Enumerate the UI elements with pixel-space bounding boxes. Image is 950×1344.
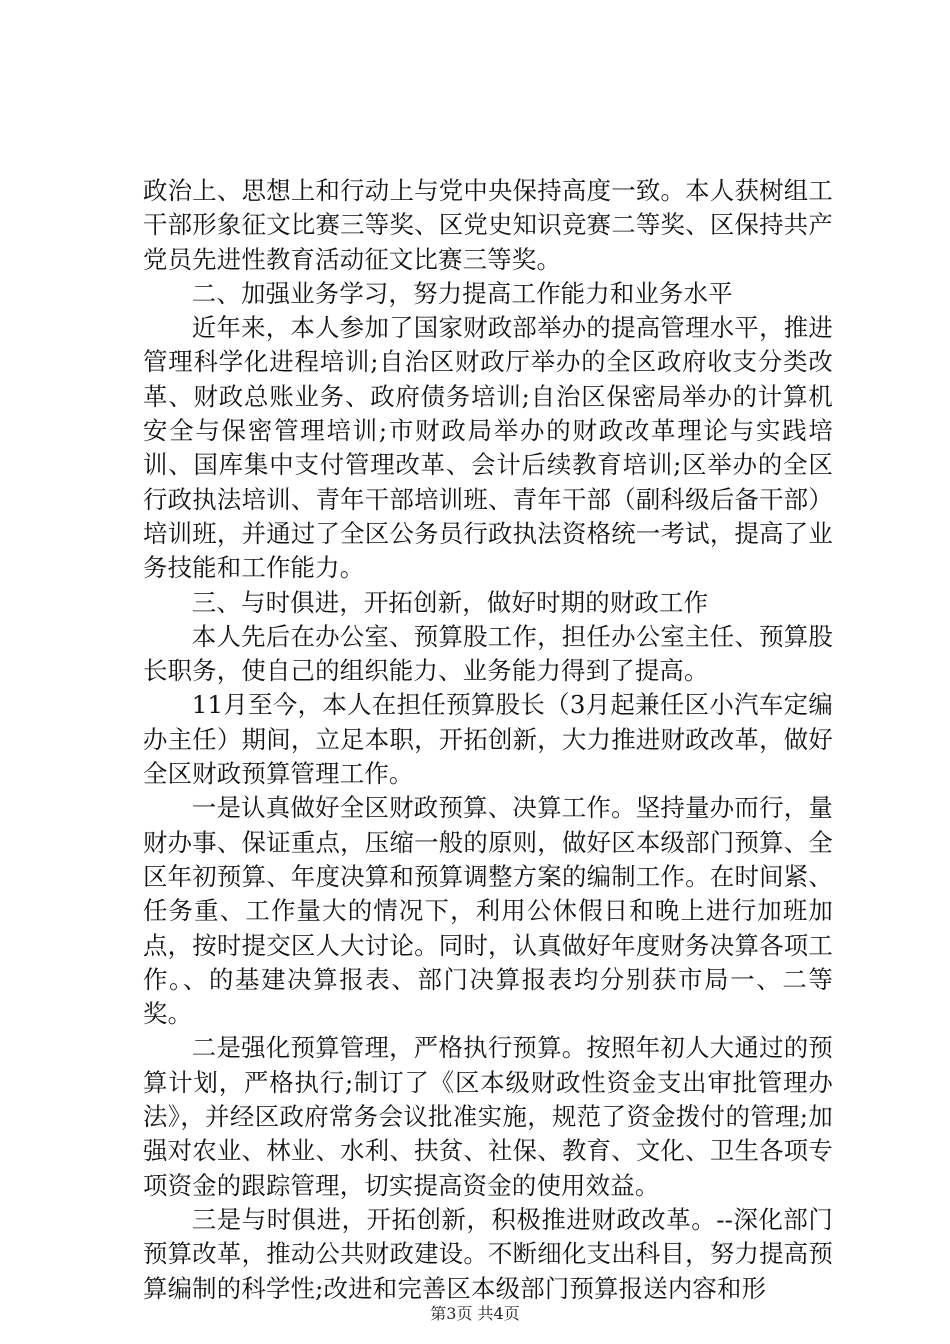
- paragraph-intro-continued: 政治上、思想上和行动上与党中央保持高度一致。本人获树组工干部形象征文比赛三等奖、区党史知识竞赛二等奖、区保持共产党员先进性教育活动征文比赛三等奖。: [143, 176, 833, 274]
- page-footer: 第3页 共4页: [430, 1304, 520, 1323]
- section-heading-2: 二、加强业务学习，努力提高工作能力和业务水平: [191, 278, 733, 308]
- paragraph-positions: 本人先后在办公室、预算股工作，担任办公室主任、预算股长职务，使自己的组织能力、业务能力得到了提高。: [143, 621, 833, 686]
- paragraph-item-three: 三是与时俱进，开拓创新，积极推进财政改革。--深化部门预算改革，推动公共财政建设。不断细化支出科目，努力提高预算编制的科学性;改进和完善区本级部门预算报送内容和形: [143, 1204, 833, 1303]
- paragraph-item-one: 一是认真做好全区财政预算、决算工作。坚持量办而行，量财办事、保证重点，压缩一般的原则，做好区本级部门预算、全区年初预算、年度决算和预算调整方案的编制工作。在时间紧、任务重、工作量大的情况下，利用公休假日和晚上进行加班加点，按时提交区人大讨论。同时，认真做好年度财务决算各项工作。、的基建决算报表、部门决算报表均分别获市局一、二等奖。: [143, 793, 833, 1029]
- document-body: [143, 174, 833, 1306]
- paragraph-item-two: 二是强化预算管理，严格执行预算。按照年初人大通过的预算计划，严格执行;制订了《区本级财政性资金支出审批管理办法》，并经区政府常务会议批准实施，规范了资金拨付的管理;加强对农业、林业、水利、扶贫、社保、教育、文化、卫生各项专项资金的跟踪管理，切实提高资金的使用效益。: [143, 1033, 833, 1200]
- section-heading-3: 三、与时俱进，开拓创新，做好时期的财政工作: [191, 587, 709, 617]
- paragraph-budget-chief: 11月至今，本人在担任预算股长（3月起兼任区小汽车定编办主任）期间，立足本职，开拓创新，大力推进财政改革，做好全区财政预算管理工作。: [143, 690, 833, 789]
- paragraph-training: 近年来，本人参加了国家财政部举办的提高管理水平，推进管理科学化进程培训;自治区财政厅举办的全区政府收支分类改革、财政总账业务、政府债务培训;自治区保密局举办的计算机安全与保密管理培训;市财政局举办的财政改革理论与实践培训、国库集中支付管理改革、会计后续教育培训;区举办的全区行政执法培训、青年干部培训班、青年干部（副科级后备干部）培训班，并通过了全区公务员行政执法资格统一考试，提高了业务技能和工作能力。: [143, 313, 833, 583]
